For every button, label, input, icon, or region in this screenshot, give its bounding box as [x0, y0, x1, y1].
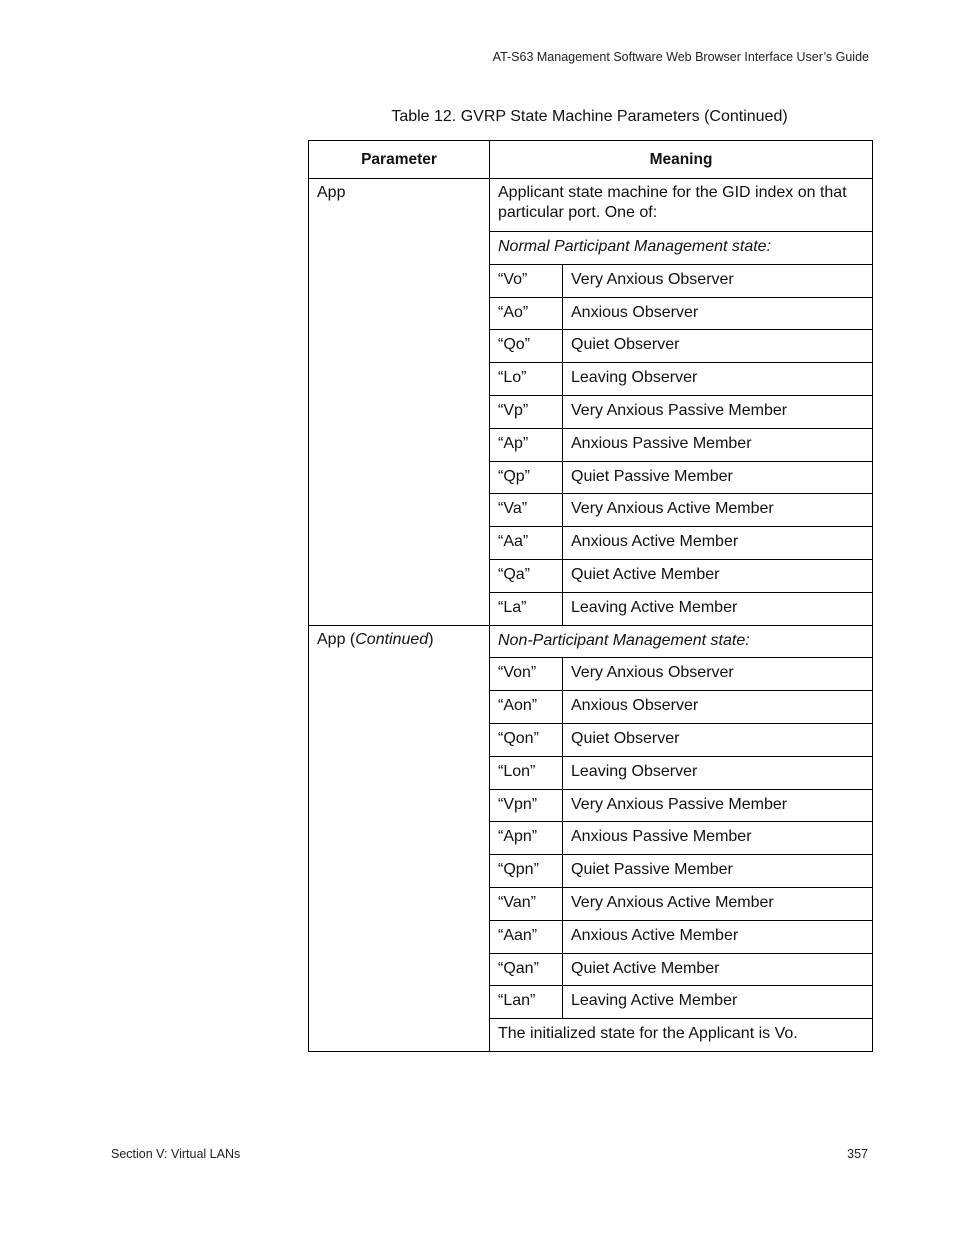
state-meaning: Leaving Active Member [563, 986, 873, 1019]
table-row [309, 179, 873, 232]
running-header: AT-S63 Management Software Web Browser Interface User’s Guide [492, 50, 869, 64]
parameter-cell [309, 625, 490, 1051]
state-meaning: Very Anxious Active Member [563, 887, 873, 920]
state-meaning: Leaving Observer [563, 363, 873, 396]
state-code: “Qp” [490, 461, 563, 494]
note-cell: The initialized state for the Applicant is Vo. [490, 1019, 873, 1052]
state-meaning: Anxious Observer [563, 297, 873, 330]
description-cell: Applicant state machine for the GID index on that particular port. One of: [490, 179, 873, 232]
continued-label: Continued [355, 630, 429, 648]
state-code: “Van” [490, 887, 563, 920]
state-code: “Lo” [490, 363, 563, 396]
state-meaning: Quiet Observer [563, 723, 873, 756]
state-subheading: Non-Participant Management state: [490, 625, 873, 658]
state-meaning: Quiet Passive Member [563, 855, 873, 888]
state-code: “Aan” [490, 920, 563, 953]
state-meaning: Quiet Observer [563, 330, 873, 363]
state-meaning: Very Anxious Observer [563, 658, 873, 691]
state-code: “Apn” [490, 822, 563, 855]
state-code: “Vp” [490, 395, 563, 428]
footer-section: Section V: Virtual LANs [111, 1147, 241, 1161]
state-code: “Qon” [490, 723, 563, 756]
state-code: “Lan” [490, 986, 563, 1019]
state-meaning: Quiet Active Member [563, 559, 873, 592]
state-meaning: Anxious Passive Member [563, 822, 873, 855]
state-meaning: Anxious Passive Member [563, 428, 873, 461]
state-meaning: Anxious Observer [563, 691, 873, 724]
state-meaning: Very Anxious Observer [563, 264, 873, 297]
state-code: “Von” [490, 658, 563, 691]
page-number: 357 [847, 1147, 868, 1161]
state-code: “Qan” [490, 953, 563, 986]
state-code: “Aon” [490, 691, 563, 724]
state-meaning: Very Anxious Passive Member [563, 789, 873, 822]
state-meaning: Leaving Observer [563, 756, 873, 789]
table-row [309, 625, 873, 658]
state-code: “La” [490, 592, 563, 625]
state-meaning: Very Anxious Passive Member [563, 395, 873, 428]
state-code: “Lon” [490, 756, 563, 789]
state-meaning: Quiet Active Member [563, 953, 873, 986]
state-code: “Va” [490, 494, 563, 527]
parameter-column-header: Parameter [309, 141, 490, 179]
state-meaning: Quiet Passive Member [563, 461, 873, 494]
parameter-cell: App [309, 179, 490, 626]
meaning-column-header: Meaning [490, 141, 873, 179]
state-code: “Qpn” [490, 855, 563, 888]
state-code: “Vpn” [490, 789, 563, 822]
state-code: “Ao” [490, 297, 563, 330]
state-meaning: Very Anxious Active Member [563, 494, 873, 527]
state-meaning: Anxious Active Member [563, 527, 873, 560]
state-code: “Vo” [490, 264, 563, 297]
parameter-suffix: ) [428, 630, 434, 648]
state-code: “Qa” [490, 559, 563, 592]
table-header-row [309, 141, 873, 179]
table-caption: Table 12. GVRP State Machine Parameters (Continued) [391, 108, 788, 125]
parameter-name: App ( [317, 630, 356, 648]
state-meaning: Anxious Active Member [563, 920, 873, 953]
state-code: “Qo” [490, 330, 563, 363]
state-code: “Ap” [490, 428, 563, 461]
state-code: “Aa” [490, 527, 563, 560]
gvrp-parameters-table [308, 140, 873, 1052]
state-subheading: Normal Participant Management state: [490, 232, 873, 265]
state-meaning: Leaving Active Member [563, 592, 873, 625]
